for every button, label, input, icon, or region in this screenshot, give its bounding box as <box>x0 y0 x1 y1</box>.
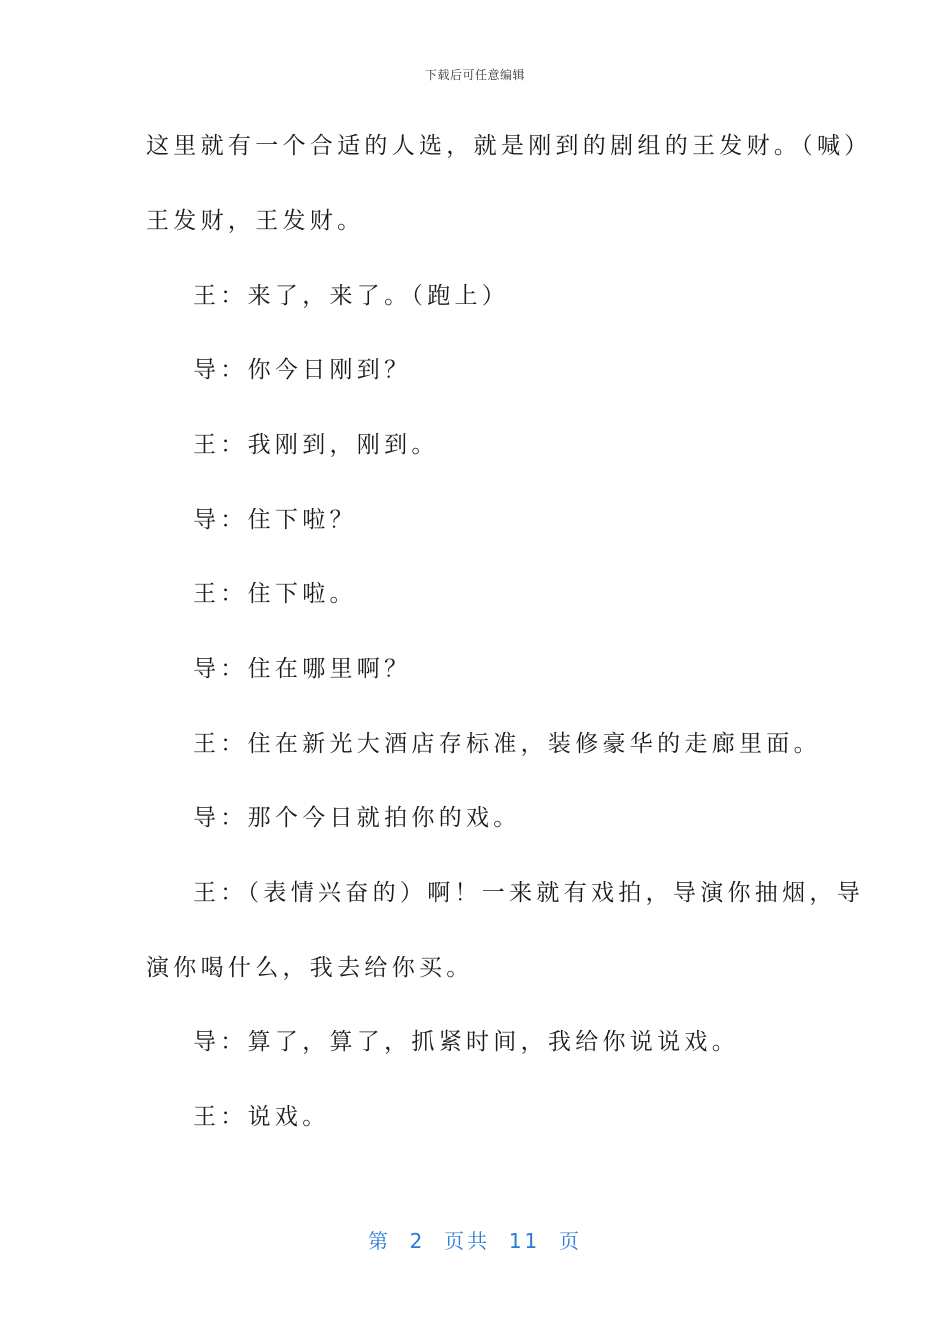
page-header: 下载后可任意编辑 <box>424 68 525 82</box>
script-line: 王发财，王发财。 <box>146 208 365 234</box>
script-line: 导：你今日刚到？ <box>193 357 412 383</box>
script-line: 王：来了，来了。（跑上） <box>193 283 510 309</box>
script-line: 王：我刚到，刚到。 <box>193 432 439 458</box>
script-line: 导：住在哪里啊？ <box>193 656 412 682</box>
script-line: 王：说戏。 <box>193 1104 330 1130</box>
script-line: 导：住下啦？ <box>193 507 357 533</box>
script-line: 导：那个今日就拍你的戏。 <box>193 805 521 831</box>
script-line: 王：（表情兴奋的）啊！一来就有戏拍，导演你抽烟，导 <box>193 880 864 906</box>
page-number: 第 2 页共 11 页 <box>367 1229 583 1253</box>
script-line: 演你喝什么，我去给你买。 <box>146 955 474 981</box>
script-line: 导：算了，算了，抓紧时间，我给你说说戏。 <box>193 1029 739 1055</box>
script-line: 王：住在新光大酒店存标准，装修豪华的走廊里面。 <box>193 731 821 757</box>
script-line: 王：住下啦。 <box>193 581 357 607</box>
script-line: 这里就有一个合适的人选，就是刚到的剧组的王发财。（喊） <box>146 133 872 159</box>
